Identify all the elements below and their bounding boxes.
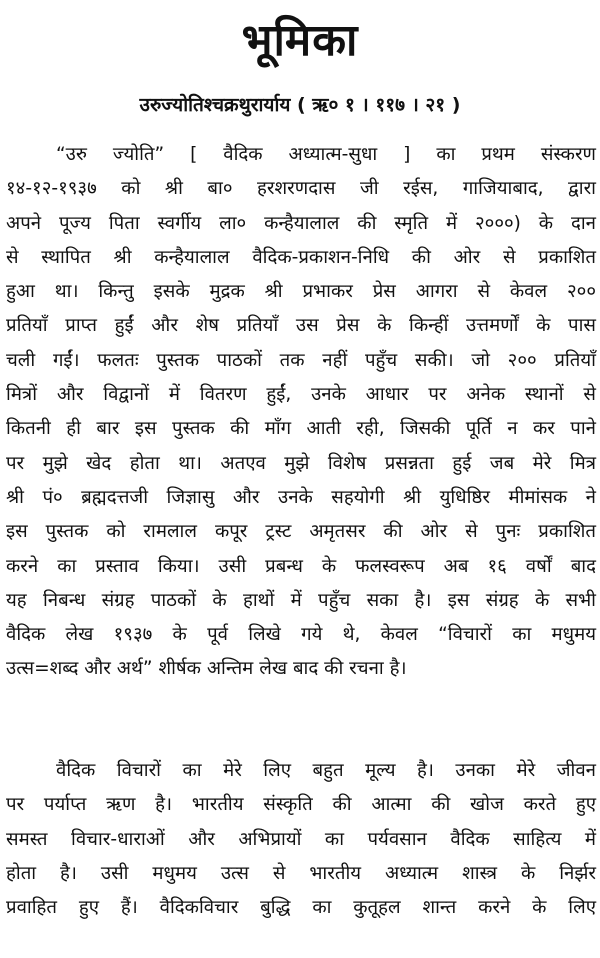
paragraph-line: उत्स=शब्द और अर्थ” शीर्षक अन्तिम लेख बाद की रचना है। [6,658,407,680]
paragraph-line: होता है। उसी मधुमय उत्स से भारतीय अध्यात्म शास्त्र के निर्झर [6,862,596,884]
paragraph-line: हुआ था। किन्तु इसके मुद्रक श्री प्रभाकर प्रेस आगरा से केवल २०० [6,281,596,303]
paragraph-line: प्रवाहित हुए हैं। वैदिकविचार बुद्धि का कुतूहल शान्त करने के लिए [6,897,596,919]
paragraph-line: मित्रों और विद्वानों में वितरण हुईं, उनके आधार पर अनेक स्थानों से [6,384,596,406]
paragraph-2 [0,754,600,925]
paragraph-1 [0,138,600,687]
paragraph-line: पर पर्याप्त ऋण है। भारतीय संस्कृति की आत्मा की खोज करते हुए [6,794,596,816]
paragraph-line: कितनी ही बार इस पुस्तक की माँग आती रही, जिसकी पूर्ति न कर पाने [6,418,596,440]
paragraph-line: करने का प्रस्ताव किया। उसी प्रबन्ध के फलस्वरूप अब १६ वर्षों बाद [6,555,596,577]
paragraph-line: से स्थापित श्री कन्हैयालाल वैदिक-प्रकाशन-निधि की ओर से प्रकाशित [6,246,596,268]
paragraph-line: श्री पं० ब्रह्मदत्तजी जिज्ञासु और उनके सहयोगी श्री युधिष्ठिर मीमांसक ने [6,486,596,508]
paragraph-line: समस्त विचार-धाराओं और अभिप्रायों का पर्यवसान वैदिक साहित्य में [6,828,596,850]
paragraph-line: इस पुस्तक को रामलाल कपूर ट्रस्ट अमृतसर की ओर से पुनः प्रकाशित [6,521,596,543]
paragraph-line: पर मुझे खेद होता था। अतएव मुझे विशेष प्रसन्नता हुई जब मेरे मित्र [6,452,596,474]
paragraph-line: १४-१२-१९३७ को श्री बा० हरशरणदास जी रईस, गाजियाबाद, द्वारा [6,178,596,200]
paragraph-line: वैदिक लेख १९३७ के पूर्व लिखे गये थे, केवल “विचारों का मधुमय [6,624,596,646]
paragraph-line: चली गईं। फलतः पुस्तक पाठकों तक नहीं पहुँच सकी। जो २०० प्रतियाँ [6,349,596,371]
page-title: भूमिका [241,15,359,66]
paragraph-line: यह निबन्ध संग्रह पाठकों के हाथों में पहुँच सका है। इस संग्रह के सभी [6,589,596,611]
paragraph-line: वैदिक विचारों का मेरे लिए बहुत मूल्य है। उनका मेरे जीवन [56,760,596,781]
vedic-reference-subtitle: उरुज्योतिश्चक्रथुरार्याय ( ऋ० १ । ११७ । २१ ) [139,94,461,116]
paragraph-line: प्रतियाँ प्राप्त हुईं और शेष प्रतियाँ उस प्रेस के किन्हीं उत्तमर्णों के पास [6,315,596,337]
paragraph-line: अपने पूज्य पिता स्वर्गीय ला० कन्हैयालाल की स्मृति में २०००) के दान [6,212,596,234]
paragraph-line: “उरु ज्योति” [ वैदिक अध्यात्म-सुधा ] का प्रथम संस्करण [56,144,596,165]
